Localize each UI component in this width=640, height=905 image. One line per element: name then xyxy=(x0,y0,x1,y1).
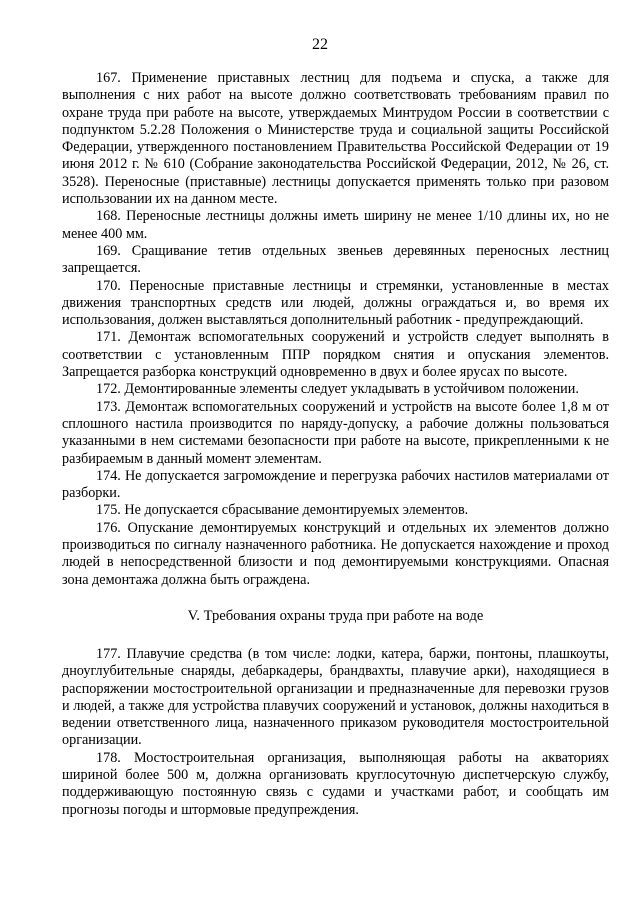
paragraph-text: Не допускается загромождение и перегрузка рабочих настилов материалами от разборки. xyxy=(62,467,609,502)
paragraph-text: Демонтаж вспомогательных сооружений и устройств на высоте более 1,8 м от сплошного настила производится по наряду-допуску, а рабочие должны пользоваться указанными в нем системами безопасности при работе на высоте, прикрепленными к не разбираемым в данный момент элементам. xyxy=(62,398,610,467)
paragraph-text: Не допускается сбрасывание демонтируемых элементов. xyxy=(124,502,469,519)
paragraph-number: 178. xyxy=(96,749,121,766)
page-number: 22 xyxy=(312,36,328,53)
paragraph xyxy=(62,468,609,503)
document-body xyxy=(62,70,609,819)
paragraph-number: 169. xyxy=(96,242,121,259)
paragraph-number: 172. xyxy=(96,381,121,398)
paragraph xyxy=(62,399,609,468)
paragraph xyxy=(62,502,609,519)
paragraph-number: 175. xyxy=(96,502,121,519)
paragraph-text: Переносные приставные лестницы и стремянки, установленные в местах движения транспортных средств или людей, должны ограждаться и, во время их использования, должен выставляться дополнительный работник - предупреждающий. xyxy=(62,277,609,329)
paragraph xyxy=(62,381,609,398)
paragraph xyxy=(62,70,609,208)
paragraph-number: 177. xyxy=(96,645,121,662)
paragraph-number: 176. xyxy=(96,519,121,536)
paragraph xyxy=(62,520,609,589)
paragraphs-after-section xyxy=(62,646,609,819)
paragraph-number: 174. xyxy=(96,467,121,484)
paragraph-text: Плавучие средства (в том числе: лодки, катера, баржи, понтоны, плашкоуты, дноуглубительные снаряды, дебаркадеры, брандвахты, плавучие арки), находящиеся в распоряжении мостостроительной организации и предназначенные для перевозки грузов и людей, а также для устройства плавучих сооружений и установок, должны находиться в ведении ответственного лица, назначенного приказом руководителя мостостроительной организации. xyxy=(62,645,609,749)
paragraph-number: 171. xyxy=(96,329,121,346)
paragraph xyxy=(62,243,609,278)
paragraph-number: 173. xyxy=(96,398,121,415)
paragraph-text: Демонтаж вспомогательных сооружений и устройств следует выполнять в соответствии с установленным ППР порядком снятия и опускания элементов. Запрещается разборка конструкций одновременно в двух и более ярусах по высоте. xyxy=(62,329,609,381)
paragraph xyxy=(62,278,609,330)
paragraph-number: 170. xyxy=(96,277,121,294)
paragraph-text: Мостостроительная организация, выполняющая работы на акваториях шириной более 500 м, должна организовать круглосуточную диспетчерскую службу, поддерживающую постоянную связь с судами и участками работ, и сообщать им прогнозы погоды и штормовые предупреждения. xyxy=(62,749,610,818)
section-heading: V. Требования охраны труда при работе на воде xyxy=(187,607,484,624)
paragraph-text: Применение приставных лестниц для подъема и спуска, а также для выполнения с них работ на высоте должно соответствовать требованиям правил по охране труда при работе на высоте, утверждаемых Минтрудом России в соответствии с подпунктом 5.2.28 Положения о Министерстве труда и социальной защиты Российской Федерации, утвержденного постановлением Правительства Российской Федерации от 19 июня 2012 г. № 610 (Собрание законодательства Российской Федерации, 2012, № 26, ст. 3528). Переносные (приставные) лестницы допускается применять только при разовом использовании их на данном месте. xyxy=(62,70,610,208)
paragraph xyxy=(62,750,609,819)
paragraph-text: Сращивание тетив отдельных звеньев деревянных переносных лестниц запрещается. xyxy=(62,242,610,277)
paragraphs-before-section xyxy=(62,70,609,589)
paragraph-text: Переносные лестницы должны иметь ширину не менее 1/10 длины их, но не менее 400 мм. xyxy=(62,208,609,242)
paragraph xyxy=(62,646,609,750)
paragraph-text: Опускание демонтируемых конструкций и отдельных их элементов должно производиться по сигналу назначенного работника. Не допускается нахождение и проход людей в непосредственной близости и под демонтируемыми конструкциями. Опасная зона демонтажа должна быть ограждена. xyxy=(62,519,610,588)
paragraph xyxy=(62,329,609,381)
paragraph xyxy=(62,208,609,243)
paragraph-number: 168. xyxy=(96,208,121,225)
paragraph-text: Демонтированные элементы следует укладывать в устойчивом положении. xyxy=(124,381,579,398)
paragraph-number: 167. xyxy=(96,70,121,86)
